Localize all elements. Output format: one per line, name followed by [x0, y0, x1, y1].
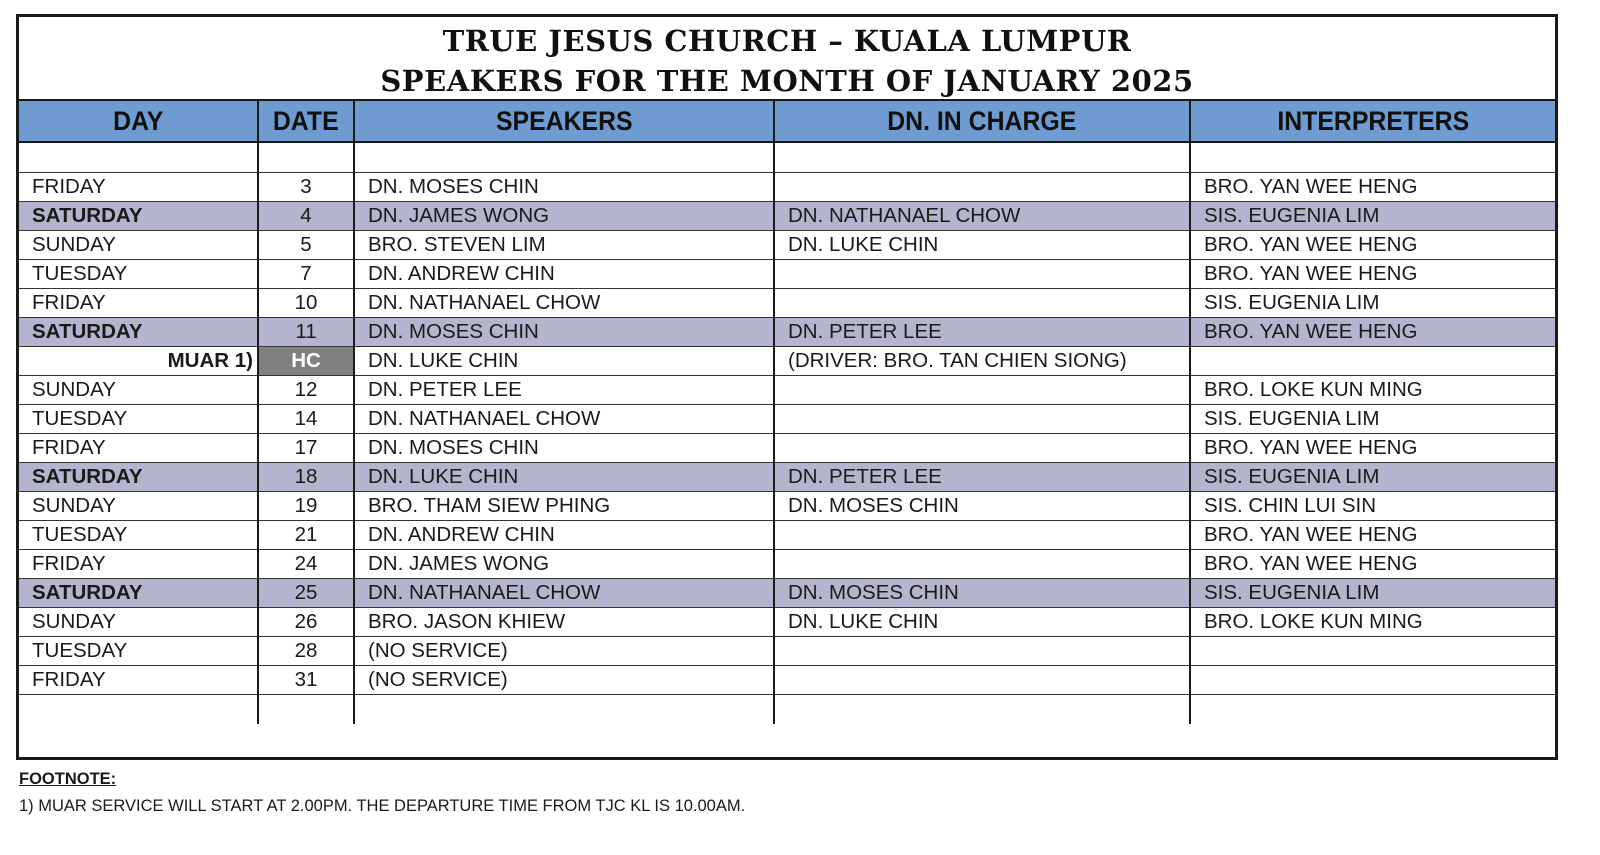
- speaker-cell: (NO SERVICE): [354, 665, 774, 694]
- interpreter-cell: BRO. LOKE KUN MING: [1190, 607, 1555, 636]
- table-row: [19, 694, 1555, 724]
- speaker-cell: BRO. STEVEN LIM: [354, 230, 774, 259]
- speaker-cell: DN. MOSES CHIN: [354, 433, 774, 462]
- speakers-table: [19, 101, 1555, 724]
- day-cell: SATURDAY: [19, 578, 258, 607]
- interpreter-cell: BRO. YAN WEE HENG: [1190, 172, 1555, 201]
- date-cell: 5: [258, 230, 354, 259]
- date-cell: HC: [258, 346, 354, 375]
- title-block: [19, 17, 1555, 101]
- in-charge-cell: [774, 549, 1190, 578]
- date-cell: 26: [258, 607, 354, 636]
- interpreter-cell: BRO. LOKE KUN MING: [1190, 375, 1555, 404]
- date-cell: 7: [258, 259, 354, 288]
- in-charge-cell: [774, 694, 1190, 724]
- table-row: [19, 317, 1555, 346]
- day-cell: FRIDAY: [19, 433, 258, 462]
- in-charge-cell: DN. PETER LEE: [774, 317, 1190, 346]
- speaker-cell: DN. MOSES CHIN: [354, 317, 774, 346]
- in-charge-cell: [774, 404, 1190, 433]
- date-cell: 21: [258, 520, 354, 549]
- speaker-cell: DN. NATHANAEL CHOW: [354, 404, 774, 433]
- in-charge-cell: [774, 288, 1190, 317]
- table-row: [19, 520, 1555, 549]
- day-cell: SUNDAY: [19, 491, 258, 520]
- footnote: [19, 770, 745, 816]
- table-row: [19, 142, 1555, 172]
- interpreter-cell: SIS. EUGENIA LIM: [1190, 462, 1555, 491]
- interpreter-cell: SIS. EUGENIA LIM: [1190, 288, 1555, 317]
- title-church: TRUE JESUS CHURCH – KUALA LUMPUR: [442, 24, 1132, 58]
- day-cell: SATURDAY: [19, 462, 258, 491]
- table-row: [19, 578, 1555, 607]
- in-charge-cell: [774, 636, 1190, 665]
- day-cell: [19, 142, 258, 172]
- table-row: [19, 636, 1555, 665]
- speaker-cell: [354, 694, 774, 724]
- speaker-cell: DN. ANDREW CHIN: [354, 259, 774, 288]
- speaker-cell: DN. JAMES WONG: [354, 201, 774, 230]
- day-cell: TUESDAY: [19, 520, 258, 549]
- day-cell: TUESDAY: [19, 404, 258, 433]
- table-row: [19, 549, 1555, 578]
- interpreter-cell: [1190, 665, 1555, 694]
- day-cell: FRIDAY: [19, 665, 258, 694]
- in-charge-cell: (DRIVER: BRO. TAN CHIEN SIONG): [774, 346, 1190, 375]
- in-charge-cell: [774, 259, 1190, 288]
- in-charge-cell: [774, 665, 1190, 694]
- day-cell: SUNDAY: [19, 230, 258, 259]
- table-row: [19, 665, 1555, 694]
- in-charge-cell: DN. PETER LEE: [774, 462, 1190, 491]
- interpreter-cell: SIS. EUGENIA LIM: [1190, 404, 1555, 433]
- date-cell: 11: [258, 317, 354, 346]
- date-cell: 14: [258, 404, 354, 433]
- speaker-cell: BRO. JASON KHIEW: [354, 607, 774, 636]
- day-cell: MUAR 1): [19, 346, 258, 375]
- speaker-cell: DN. ANDREW CHIN: [354, 520, 774, 549]
- in-charge-cell: [774, 433, 1190, 462]
- speaker-cell: DN. LUKE CHIN: [354, 346, 774, 375]
- interpreter-cell: [1190, 636, 1555, 665]
- day-cell: FRIDAY: [19, 288, 258, 317]
- table-row: [19, 230, 1555, 259]
- day-cell: TUESDAY: [19, 259, 258, 288]
- in-charge-cell: DN. MOSES CHIN: [774, 578, 1190, 607]
- date-cell: 10: [258, 288, 354, 317]
- date-cell: [258, 142, 354, 172]
- interpreter-cell: [1190, 346, 1555, 375]
- speaker-cell: BRO. THAM SIEW PHING: [354, 491, 774, 520]
- date-cell: 28: [258, 636, 354, 665]
- interpreter-cell: BRO. YAN WEE HENG: [1190, 433, 1555, 462]
- date-cell: 4: [258, 201, 354, 230]
- footnote-title: FOOTNOTE:: [19, 770, 117, 788]
- in-charge-cell: [774, 375, 1190, 404]
- header-dn-in-charge: DN. IN CHARGE: [774, 101, 1190, 142]
- table-row: [19, 607, 1555, 636]
- day-cell: FRIDAY: [19, 549, 258, 578]
- day-cell: SUNDAY: [19, 607, 258, 636]
- date-cell: [258, 694, 354, 724]
- interpreter-cell: SIS. EUGENIA LIM: [1190, 578, 1555, 607]
- table-row: [19, 491, 1555, 520]
- interpreter-cell: [1190, 142, 1555, 172]
- speaker-cell: DN. MOSES CHIN: [354, 172, 774, 201]
- date-cell: 19: [258, 491, 354, 520]
- speaker-cell: DN. PETER LEE: [354, 375, 774, 404]
- interpreter-cell: BRO. YAN WEE HENG: [1190, 230, 1555, 259]
- interpreter-cell: BRO. YAN WEE HENG: [1190, 259, 1555, 288]
- date-cell: 24: [258, 549, 354, 578]
- date-cell: 31: [258, 665, 354, 694]
- interpreter-cell: BRO. YAN WEE HENG: [1190, 317, 1555, 346]
- table-row: [19, 346, 1555, 375]
- table-row: [19, 375, 1555, 404]
- table-row: [19, 172, 1555, 201]
- day-cell: SATURDAY: [19, 201, 258, 230]
- day-cell: FRIDAY: [19, 172, 258, 201]
- table-row: [19, 404, 1555, 433]
- in-charge-cell: [774, 172, 1190, 201]
- speaker-cell: DN. LUKE CHIN: [354, 462, 774, 491]
- interpreter-cell: BRO. YAN WEE HENG: [1190, 549, 1555, 578]
- in-charge-cell: DN. NATHANAEL CHOW: [774, 201, 1190, 230]
- speaker-cell: [354, 142, 774, 172]
- day-cell: SUNDAY: [19, 375, 258, 404]
- header-interpreters: INTERPRETERS: [1190, 101, 1555, 142]
- date-cell: 18: [258, 462, 354, 491]
- table-row: [19, 433, 1555, 462]
- schedule-sheet: [16, 14, 1558, 760]
- table-body: [19, 142, 1555, 724]
- in-charge-cell: DN. LUKE CHIN: [774, 230, 1190, 259]
- speaker-cell: DN. JAMES WONG: [354, 549, 774, 578]
- footnote-text: 1) MUAR SERVICE WILL START AT 2.00PM. THE DEPARTURE TIME FROM TJC KL IS 10.00AM.: [19, 797, 746, 815]
- in-charge-cell: [774, 142, 1190, 172]
- day-cell: SATURDAY: [19, 317, 258, 346]
- day-cell: [19, 694, 258, 724]
- table-row: [19, 201, 1555, 230]
- table-row: [19, 259, 1555, 288]
- table-row: [19, 462, 1555, 491]
- date-cell: 3: [258, 172, 354, 201]
- speaker-cell: DN. NATHANAEL CHOW: [354, 578, 774, 607]
- in-charge-cell: [774, 520, 1190, 549]
- interpreter-cell: SIS. EUGENIA LIM: [1190, 201, 1555, 230]
- header-day: DAY: [19, 101, 258, 142]
- interpreter-cell: SIS. CHIN LUI SIN: [1190, 491, 1555, 520]
- date-cell: 12: [258, 375, 354, 404]
- header-date: DATE: [258, 101, 354, 142]
- interpreter-cell: [1190, 694, 1555, 724]
- table-row: [19, 288, 1555, 317]
- title-month: SPEAKERS FOR THE MONTH OF JANUARY 2025: [380, 64, 1194, 98]
- in-charge-cell: DN. MOSES CHIN: [774, 491, 1190, 520]
- date-cell: 25: [258, 578, 354, 607]
- day-cell: TUESDAY: [19, 636, 258, 665]
- header-speakers: SPEAKERS: [354, 101, 774, 142]
- in-charge-cell: DN. LUKE CHIN: [774, 607, 1190, 636]
- date-cell: 17: [258, 433, 354, 462]
- speaker-cell: (NO SERVICE): [354, 636, 774, 665]
- header-row: [19, 101, 1555, 142]
- interpreter-cell: BRO. YAN WEE HENG: [1190, 520, 1555, 549]
- speaker-cell: DN. NATHANAEL CHOW: [354, 288, 774, 317]
